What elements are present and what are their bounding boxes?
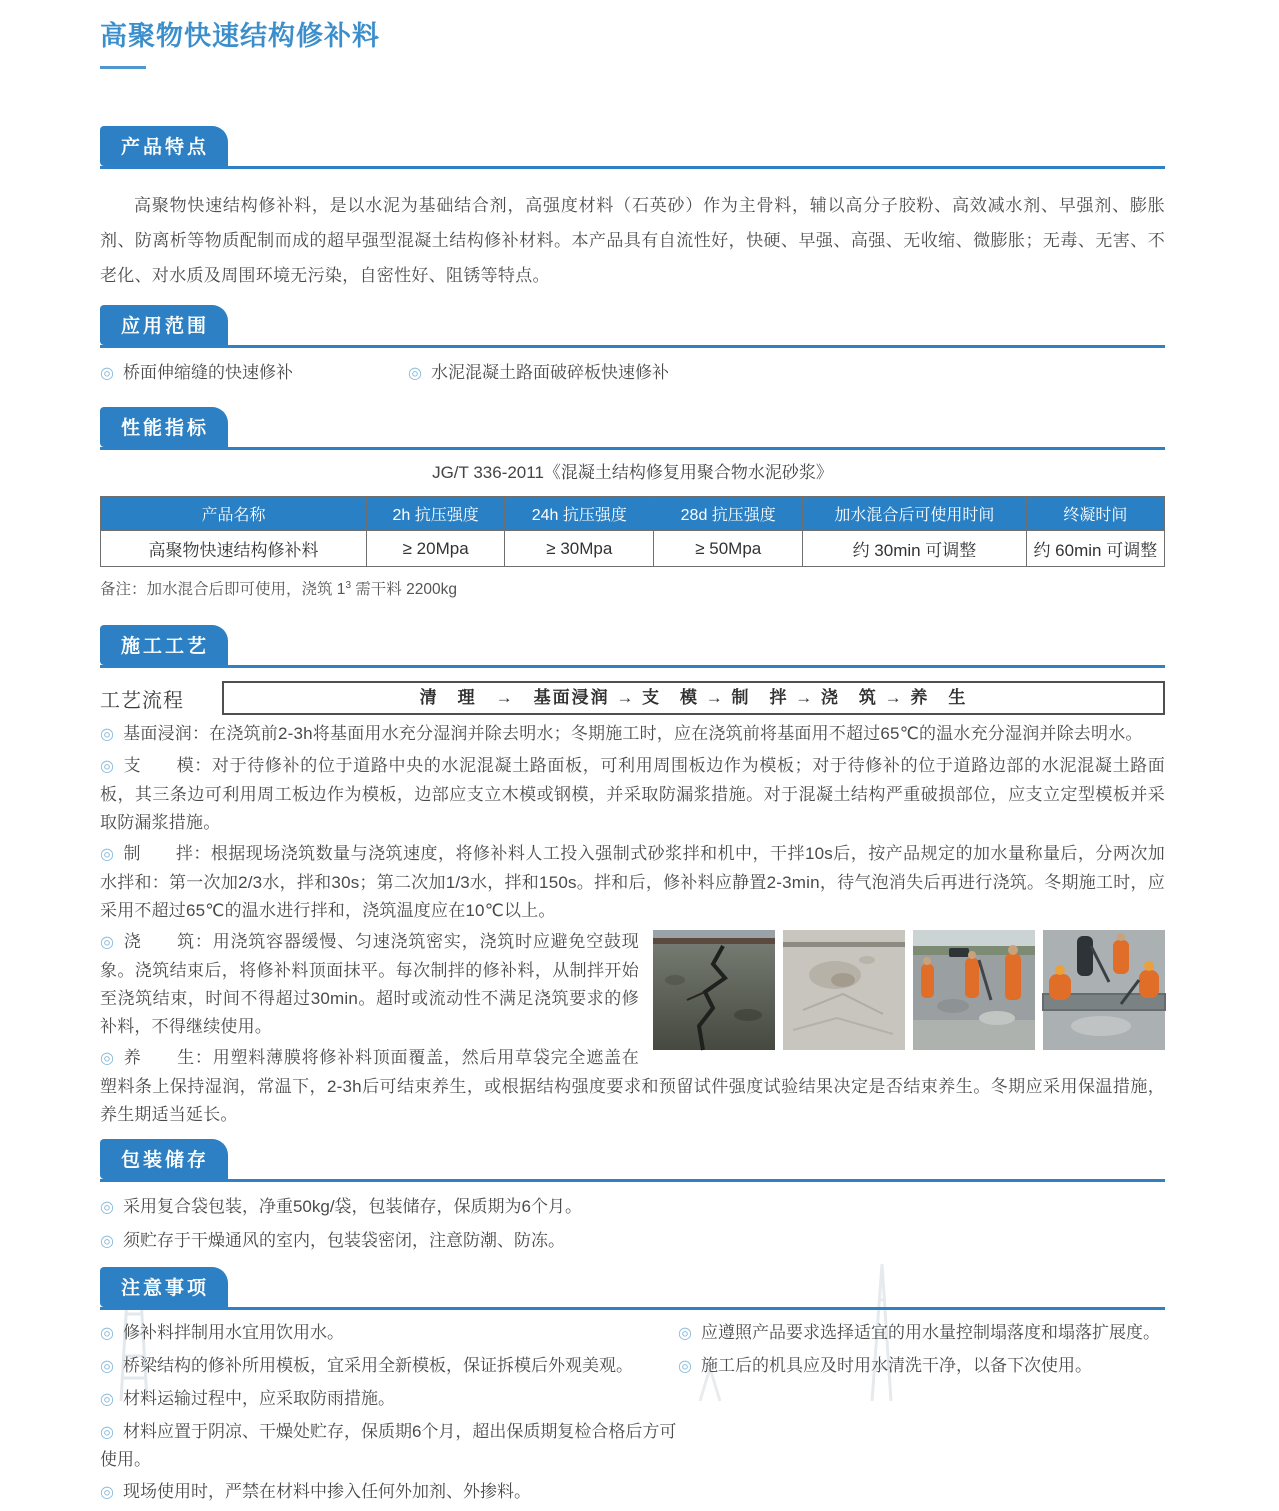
col-header: 24h 抗压强度 [505,497,654,531]
step-text: 对于待修补的位于道路中央的水泥混凝土路面板，可利用周围板边作为模板；对于待修补的位于道路边部的水泥混凝土路面板，其三条边可利用周工板边作为模板，边部应支立木模或钢模，并采取防漏浆措施。对于混凝土结构严重破损部位，应支立定型模板并采取防漏浆措施。 [100,756,1165,833]
document-content [100,0,1165,1511]
joint-repair-crew-photo [1043,930,1165,1050]
site-photo-strip [653,930,1165,1050]
precaution-text: 修补料拌制用水宜用饮用水。 [122,1323,344,1343]
col-header: 2h 抗压强度 [367,497,505,531]
standard-reference: JG/T 336-2011《混凝土结构修复用聚合物水泥砂浆》 [432,463,833,482]
table-row [101,531,1165,567]
construction-steps [100,720,1165,1129]
cell-final-set-time: 约 60min 可调整 [1026,531,1164,567]
cell-product-name: 高聚物快速结构修补料 [101,531,367,567]
ring-bullet-icon: ◎ [100,846,115,864]
step-label: 养 生： [123,1048,213,1068]
precaution-text: 材料运输过程中，应采取防雨措施。 [122,1389,395,1409]
performance-table [100,496,1165,567]
cell-2h-strength: ≥ 20Mpa [367,531,505,567]
precaution-item [678,1352,1165,1380]
road-repair-crew-photo [913,930,1035,1050]
precaution-item [100,1385,678,1413]
step-mixing [100,840,1165,925]
note-text: 备注：加水混合后即可使用，浇筑 1 [100,581,346,599]
precautions-right-column [678,1319,1165,1511]
application-item-label: 水泥混凝土路面破碎板快速修补 [430,363,669,382]
process-flow-row [100,681,1165,715]
application-item [408,361,669,386]
construction-heading: 施工工艺 [100,625,228,665]
cell-24h-strength: ≥ 30Mpa [505,531,654,567]
section-head-performance [100,407,1165,450]
precaution-item [100,1418,678,1473]
precaution-item [100,1319,678,1347]
step-base-wetting [100,720,1165,749]
storage-heading: 包装储存 [100,1139,228,1179]
ring-bullet-icon: ◎ [100,1358,114,1376]
ring-bullet-icon: ◎ [100,1233,114,1251]
storage-item-text: 须贮存于干燥通风的室内，包装袋密闭，注意防潮、防冻。 [122,1231,565,1251]
precaution-text: 桥梁结构的修补所用模板，宜采用全新模板，保证拆模后外观美观。 [122,1356,633,1376]
storage-items [100,1192,1165,1257]
application-heading: 应用范围 [100,305,228,345]
precaution-item [100,1352,678,1380]
step-label: 支 模： [123,756,212,776]
ring-bullet-icon: ◎ [408,365,422,382]
step-label: 基面浸润： [123,724,210,744]
title-underline [100,66,146,69]
ring-bullet-icon: ◎ [100,934,115,952]
features-body: 高聚物快速结构修补料，是以水泥为基础结合剂，高强度材料（石英砂）作为主骨料，辅以高分子胶粉、高效减水剂、早强剂、膨胀剂、防离析等物质配制而成的超早强型混凝土结构修补材料。本产品具有自流性好，快硬、早强、高强、无收缩、微膨胀；无毒、无害、不老化、对水质及周围环境无污染，自密性好、阻锈等特点。 [100,196,1165,285]
performance-heading: 性能指标 [100,407,228,447]
precaution-columns [100,1319,1165,1511]
ring-bullet-icon: ◎ [678,1325,692,1343]
note-text: 需干料 2200kg [351,581,457,599]
ring-bullet-icon: ◎ [100,758,115,776]
application-items [100,361,1165,386]
col-header: 28d 抗压强度 [654,497,803,531]
section-head-construction [100,625,1165,668]
ring-bullet-icon: ◎ [100,726,115,744]
step-curing [100,1044,1165,1129]
precautions-heading: 注意事项 [100,1267,228,1307]
step-text: 根据现场浇筑数量与浇筑速度，将修补料人工投入强制式砂浆拌和机中，干拌10s后，按产品规定的加水量称量后，分两次加水拌和：第一次加2/3水，拌和30s；第二次加1/3水，拌和150s。拌和后，修补料应静置2-3min，待气泡消失后再进行浇筑。冬期施工时，应采用不超过65℃的温水进行拌和，浇筑温度应在10℃以上。 [100,844,1165,921]
ring-bullet-icon: ◎ [678,1358,692,1376]
precaution-text: 应遵照产品要求选择适宜的用水量控制塌落度和塌落扩展度。 [700,1323,1160,1343]
ring-bullet-icon: ◎ [100,1325,114,1343]
ring-bullet-icon: ◎ [100,1199,114,1217]
flow-label: 工艺流程 [100,689,184,712]
storage-item [100,1226,1165,1257]
section-head-features [100,126,1165,169]
step-pouring [100,928,1165,1041]
application-item-label: 桥面伸缩缝的快速修补 [122,363,293,382]
cell-usable-time: 约 30min 可调整 [803,531,1026,567]
page-title: 高聚物快速结构修补料 [100,21,380,51]
cell-28d-strength: ≥ 50Mpa [654,531,803,567]
application-item [100,361,408,386]
precaution-text: 现场使用时，严禁在材料中掺入任何外加剂、外掺料。 [122,1482,531,1502]
col-header: 终凝时间 [1026,497,1164,531]
ring-bullet-icon: ◎ [100,1050,115,1068]
step-text: 用塑料薄膜将修补料顶面覆盖，然后用草袋完全遮盖在塑料条上保持湿润，常温下，2-3h后可结束养生，或根据结构强度要求和预留试件强度试验结果决定是否结束养生。冬期应采用保温措施，养生期适当延长。 [100,1048,1165,1125]
spalled-surface-photo [783,930,905,1050]
step-label: 制 拌： [123,844,211,864]
precautions-left-column [100,1319,678,1511]
step-text: 在浇筑前2-3h将基面用水充分湿润并除去明水；冬期施工时，应在浇筑前将基面用不超过65℃的温水充分湿润并除去明水。 [209,724,1143,744]
section-head-precautions [100,1267,1165,1310]
col-header: 加水混合后可使用时间 [803,497,1026,531]
cracked-pavement-photo [653,930,775,1050]
ring-bullet-icon: ◎ [100,1484,114,1502]
storage-item [100,1192,1165,1223]
ring-bullet-icon: ◎ [100,365,114,382]
flow-steps-box: 清 理 → 基面浸润 → 支 模 → 制 拌 → 浇 筑 → 养 生 [222,681,1165,715]
section-head-application [100,305,1165,348]
col-header: 产品名称 [101,497,367,531]
step-text: 用浇筑容器缓慢、匀速浇筑密实，浇筑时应避免空鼓现象。浇筑结束后，将修补料顶面抹平。每次制拌的修补料，从制拌开始至浇筑结束，时间不得超过30min。超时或流动性不满足浇筑要求的修补料，不得继续使用。 [100,932,639,1037]
step-formwork [100,752,1165,837]
table-header-row [101,497,1165,531]
precaution-item [678,1319,1165,1347]
features-heading: 产品特点 [100,126,228,166]
ring-bullet-icon: ◎ [100,1424,114,1442]
precaution-text: 材料应置于阴凉、干燥处贮存，保质期6个月，超出保质期复检合格后方可使用。 [100,1422,677,1470]
ring-bullet-icon: ◎ [100,1391,114,1409]
table-note [100,575,1165,601]
storage-item-text: 采用复合袋包装，净重50kg/袋，包装储存，保质期为6个月。 [122,1197,583,1217]
precaution-text: 施工后的机具应及时用水清洗干净，以备下次使用。 [700,1356,1092,1376]
section-head-storage [100,1139,1165,1182]
precaution-item [100,1478,678,1506]
note-superscript: 3 [345,580,351,591]
step-label: 浇 筑： [123,932,213,952]
